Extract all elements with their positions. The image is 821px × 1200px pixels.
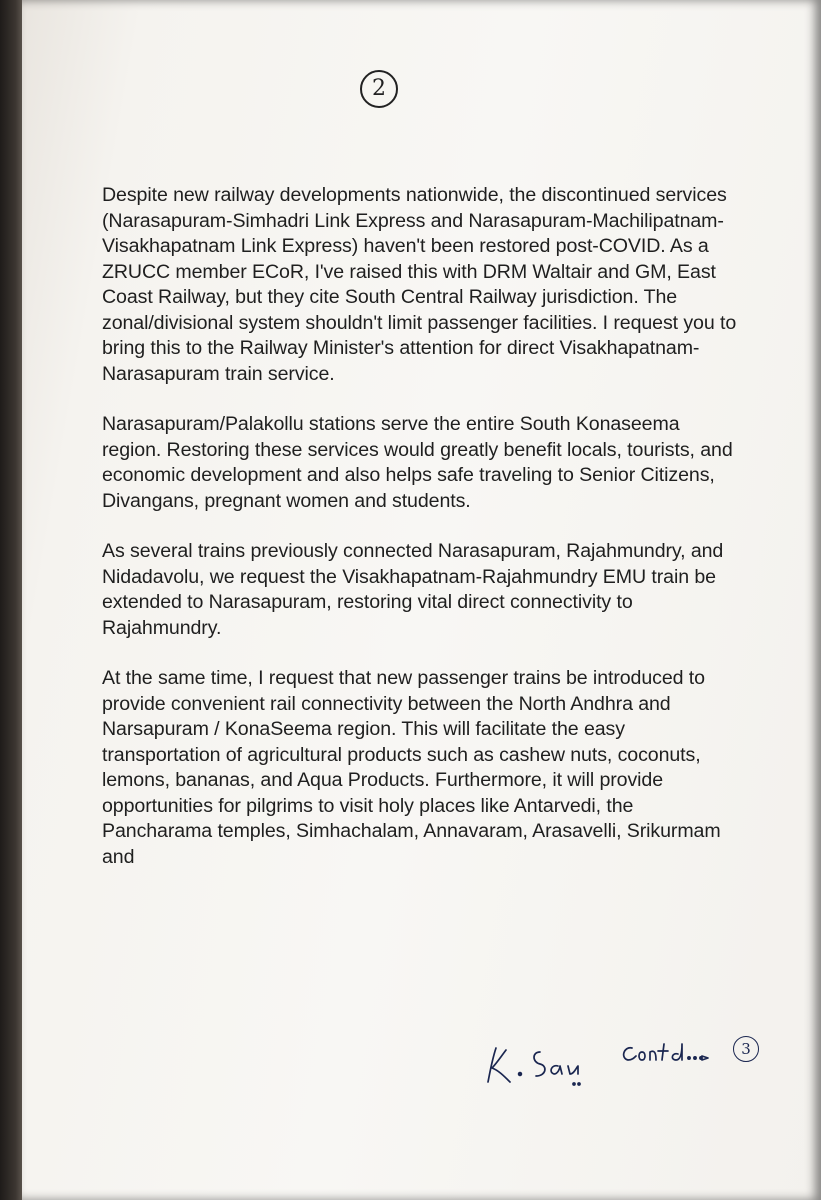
paragraph-4: At the same time, I request that new passenger trains be introduced to provide convenient rail connectivity between the North Andhra and Narsapuram / KonaSeema region. This will facilitate the easy transportation of agricultural products such as cashew nuts, coconuts, lemons, bananas, and Aqua Products. Furthermore, it will provide opportunities for pilgrims to visit holy places like Antarvedi, the Pancharama temples, Simhachalam, Annavaram, Arasavelli, Srikurmam and	[102, 667, 721, 868]
letter-body	[102, 183, 742, 895]
handwritten-signature	[482, 1038, 762, 1088]
paragraph-2: Narasapuram/Palakollu stations serve the entire South Konaseema region. Restoring these services would greatly benefit locals, tourists, and economic development and also helps safe traveling to Senior Citizens, Divangans, pregnant women and students.	[102, 413, 733, 512]
paragraph-1: Despite new railway developments nationwide, the discontinued services (Narasapuram-Simhadri Link Express and Narasapuram-Machilipatnam-Visakhapatnam Link Express) haven't been restored post-COVID. As a ZRUCC member ECoR, I've raised this with DRM Waltair and GM, East Coast Railway, but they cite South Central Railway jurisdiction. The zonal/divisional system shouldn't limit passenger facilities. I request you to bring this to the Railway Minister's attention for direct Visakhapatnam-Narasapuram train service.	[102, 184, 737, 385]
paragraph-3: As several trains previously connected Narasapuram, Rajahmundry, and Nidadavolu, we request the Visakhapatnam-Rajahmundry EMU train be extended to Narasapuram, restoring vital direct connectivity to Rajahmundry.	[102, 540, 724, 639]
page-number-circle: 2	[360, 70, 398, 108]
next-page-number-circle: 3	[733, 1036, 759, 1062]
